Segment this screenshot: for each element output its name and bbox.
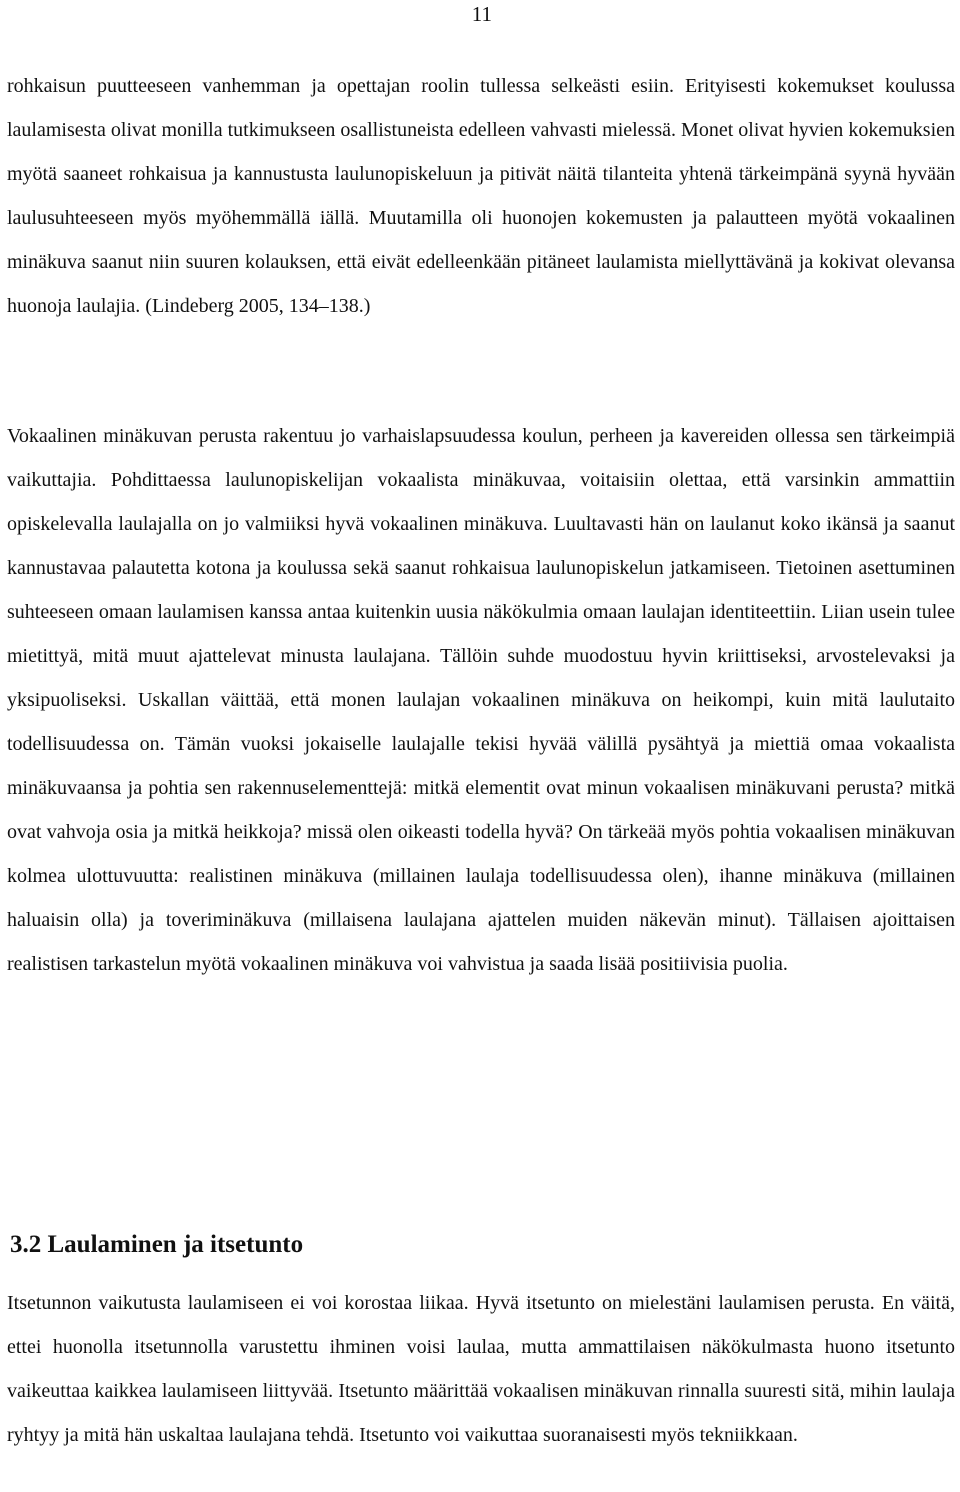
paragraph-1: rohkaisun puutteeseen vanhemman ja opettajan roolin tullessa selkeästi esiin. Erityisesti kokemukset koulussa laulamisesta olivat monilla tutkimukseen osallistuneista edelleen vahvasti mielessä. Monet olivat hyvien kokemuksien myötä saaneet rohkaisua ja kannustusta laulunopiskeluun ja pitivät näitä tilanteita yhtenä tärkeimpänä syynä hyvään laulusuhteeseen myös myöhemmällä iällä. Muutamilla oli huonojen kokemusten ja palautteen myötä vokaalinen minäkuva saanut niin suuren kolauksen, että eivät edelleenkään pitäneet laulamista miellyttävänä ja kokivat olevansa huonoja laulajia. (Lindeberg 2005, 134–138.) <box>7 75 955 317</box>
paragraph-2: Vokaalinen minäkuvan perusta rakentuu jo varhaislapsuudessa koulun, perheen ja kavereiden ollessa sen tärkeimpiä vaikuttajia. Pohdittaessa laulunopiskelijan vokaalista minäkuvaa, voitaisiin olettaa, että varsinkin ammattiin opiskelevalla laulajalla on jo valmiiksi hyvä vokaalinen minäkuva. Luultavasti hän on laulanut koko ikänsä ja saanut kannustavaa palautetta kotona ja koulussa sekä saanut rohkaisua laulunopiskelun jatkamiseen. Tietoinen asettuminen suhteeseen omaan laulamisen kanssa antaa kuitenkin uusia näkökulmia omaan laulajan identiteettiin. Liian usein tulee mietittyä, mitä muut ajattelevat minusta laulajana. Tällöin suhde muodostuu hyvin kriittiseksi, arvostelevaksi ja yksipuoliseksi. Uskallan väittää, että monen laulajan vokaalinen minäkuva on heikompi, kuin mitä laulutaito todellisuudessa on. Tämän vuoksi jokaiselle laulajalle tekisi hyvää välillä pysähtyä ja miettiä omaa vokaalista minäkuvaansa ja pohtia sen rakennuselementtejä: mitkä elementit ovat minun vokaalisen minäkuvani perusta? mitkä ovat vahvoja osia ja mitkä heikkoja? missä olen oikeasti todella hyvä? On tärkeää myös pohtia vokaalisen minäkuvan kolmea ulottuvuutta: realistinen minäkuva (millainen laulaja todellisuudessa olen), ihanne minäkuva (millainen haluaisin olla) ja toveriminäkuva (millaisena laulajana ajattelen muiden näkevän minut). Tällaisen ajoittaisen realistisen tarkastelun myötä vokaalinen minäkuva voi vahvistua ja saada lisää positiivisia puolia. <box>7 425 955 975</box>
section-heading: 3.2 Laulaminen ja itsetunto <box>10 1231 304 1258</box>
paragraph-3: Itsetunnon vaikutusta laulamiseen ei voi korostaa liikaa. Hyvä itsetunto on mielestäni laulamisen perusta. En väitä, ettei huonolla itsetunnolla varustettu ihminen voisi laulaa, mutta ammattilaisen näkökulmasta huono itsetunto vaikeuttaa kaikkea laulamiseen liittyvää. Itsetunto määrittää vokaalisen minäkuvan rinnalla suuresti sitä, mihin laulaja ryhtyy ja mitä hän uskaltaa laulajana tehdä. Itsetunto voi vaikuttaa suoranaisesti myös tekniikkaan. <box>7 1292 955 1446</box>
page-number: 11 <box>471 2 492 26</box>
